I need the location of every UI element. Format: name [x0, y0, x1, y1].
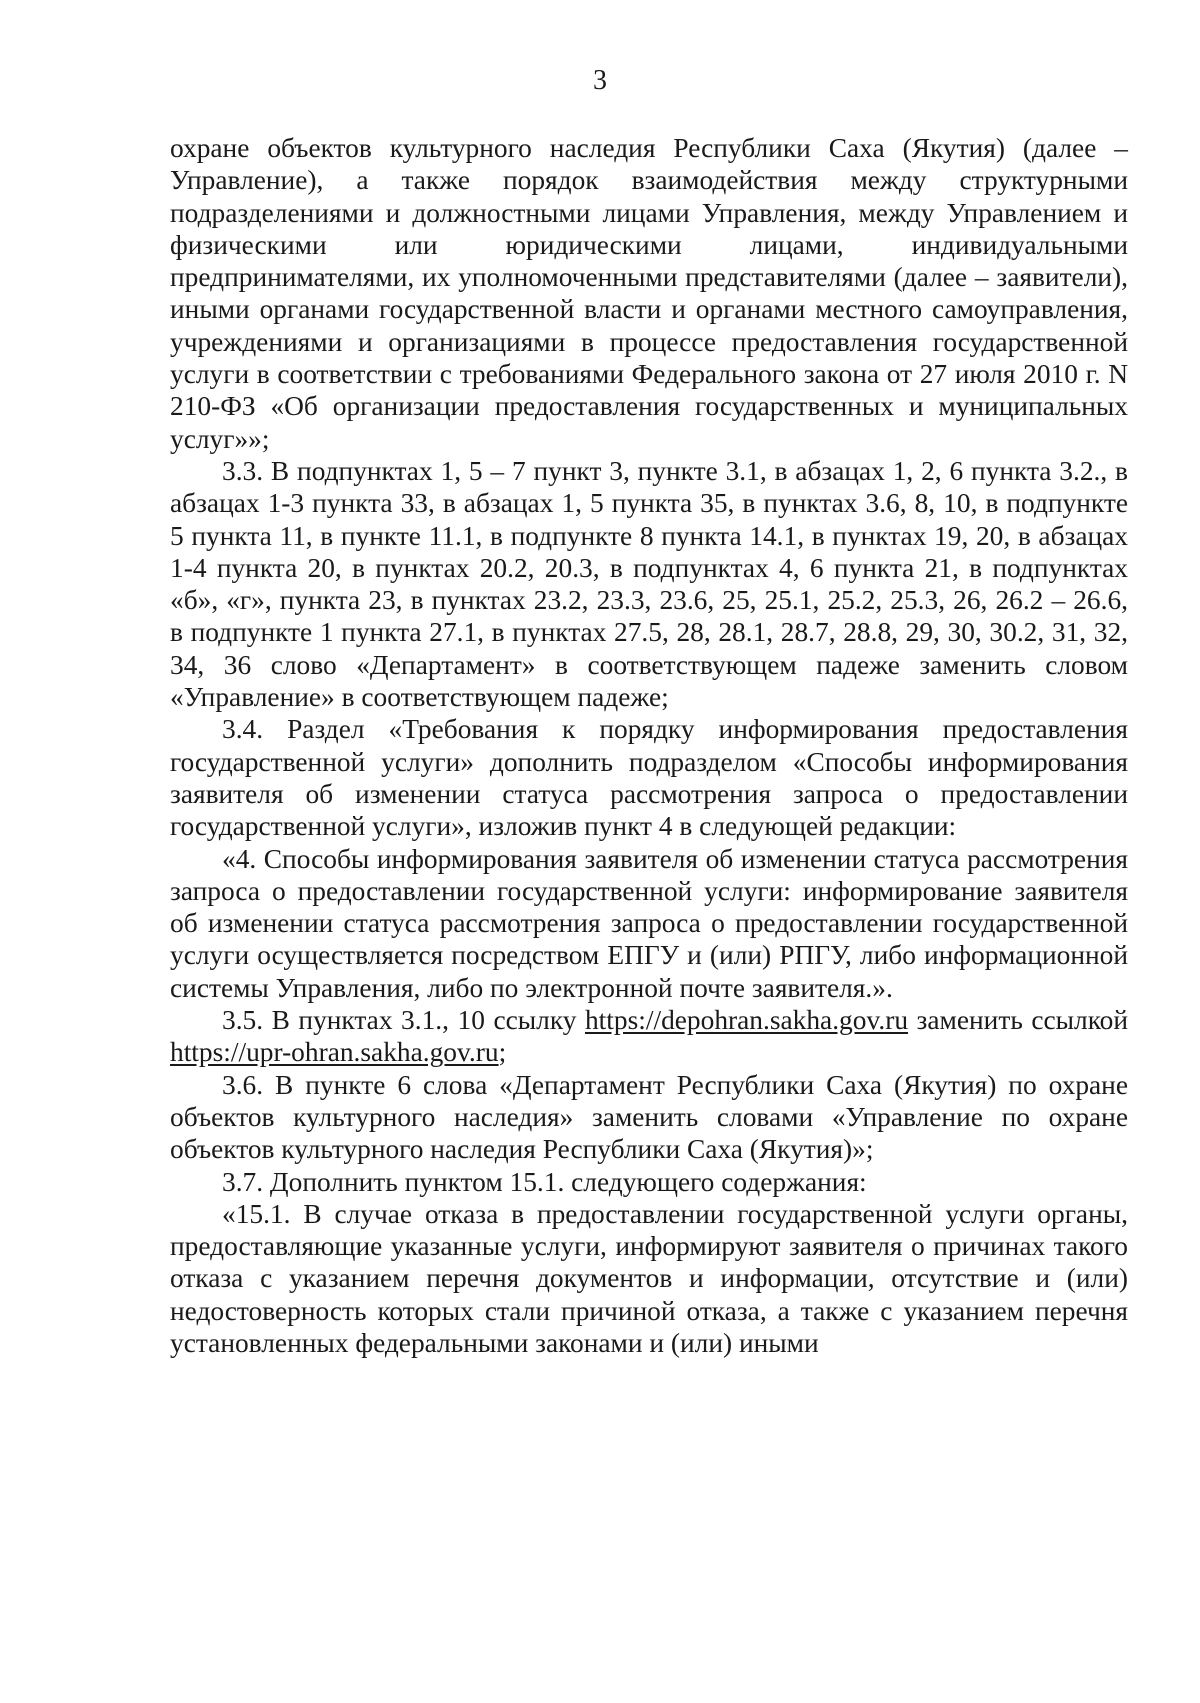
old-url-link[interactable]: https://depohran.sakha.gov.ru — [584, 1005, 909, 1036]
paragraph-quote-15-1: «15.1. В случае отказа в предоставлении государственной услуги органы, предоставляющие указанные услуги, информируют заявителя о причинах такого отказа с указанием перечня документов и информации, отсутствие и (или) недостоверность которых стали причиной отказа, а также с указанием перечня установленных федеральными законами и (или) иными — [170, 1198, 1128, 1358]
paragraph-3-3: 3.3. В подпунктах 1, 5 – 7 пункт 3, пункте 3.1, в абзацах 1, 2, 6 пункта 3.2., в абзацах 1-3 пункта 33, в абзацах 1, 5 пункта 35, в пунктах 3.6, 8, 10, в подпункте 5 пункта 11, в пункте 11.1, в подпункте 8 пункта 14.1, в пунктах 19, 20, в абзацах 1-4 пункта 20, в пунктах 20.2, 20.3, в подпунктах 4, 6 пункта 21, в подпунктах «б», «г», пункта 23, в пунктах 23.2, 23.3, 23.6, 25, 25.1, 25.2, 25.3, 26, 26.2 – 26.6, в подпункте 1 пункта 27.1, в пунктах 27.5, 28, 28.1, 28.7, 28.8, 29, 30, 30.2, 31, 32, 34, 36 слово «Департамент» в соответствующем падеже заменить словом «Управление» в соответствующем падеже; — [170, 455, 1128, 713]
paragraph-3-5-text-mid: заменить ссылкой — [908, 1005, 1128, 1036]
paragraph-3-5-text-start: 3.5. В пунктах 3.1., 10 ссылку — [222, 1005, 585, 1036]
paragraph-3-7: 3.7. Дополнить пунктом 15.1. следующего содержания: — [222, 1166, 867, 1197]
paragraph-quote-4: «4. Способы информирования заявителя об изменении статуса рассмотрения запроса о предоставлении государственной услуги: информирование заявителя об изменении статуса рассмотрения запроса о предоставлении государственной услуги осуществляется посредством ЕПГУ и (или) РПГУ, либо информационной системы Управления, либо по электронной почте заявителя.». — [170, 843, 1128, 1003]
paragraph-3-5-text-end: ; — [498, 1037, 507, 1068]
paragraph-3-5 — [170, 1004, 1128, 1069]
new-url-link[interactable]: https://upr-ohran.sakha.gov.ru — [170, 1037, 499, 1068]
page-number: 3 — [593, 65, 607, 96]
document-body — [170, 132, 1128, 1359]
paragraph-3-6: 3.6. В пункте 6 слова «Департамент Республики Саха (Якутия) по охране объектов культурного наследия» заменить словами «Управление по охране объектов культурного наследия Республики Саха (Якутия)»; — [170, 1069, 1128, 1165]
paragraph-3-4: 3.4. Раздел «Требования к порядку информирования предоставления государственной услуги» дополнить подразделом «Способы информирования заявителя об изменении статуса рассмотрения запроса о предоставлении государственной услуги», изложив пункт 4 в следующей редакции: — [170, 714, 1128, 842]
paragraph-continuation: охране объектов культурного наследия Республики Саха (Якутия) (далее – Управление), а также порядок взаимодействия между структурными подразделениями и должностными лицами Управления, между Управлением и физическими или юридическими лицами, индивидуальными предпринимателями, их уполномоченными представителями (далее – заявители), иными органами государственной власти и органами местного самоуправления, учреждениями и организациями в процессе предоставления государственной услуги в соответствии с требованиями Федерального закона от 27 июля 2010 г. N 210-ФЗ «Об организации предоставления государственных и муниципальных услуг»»; — [170, 133, 1128, 454]
